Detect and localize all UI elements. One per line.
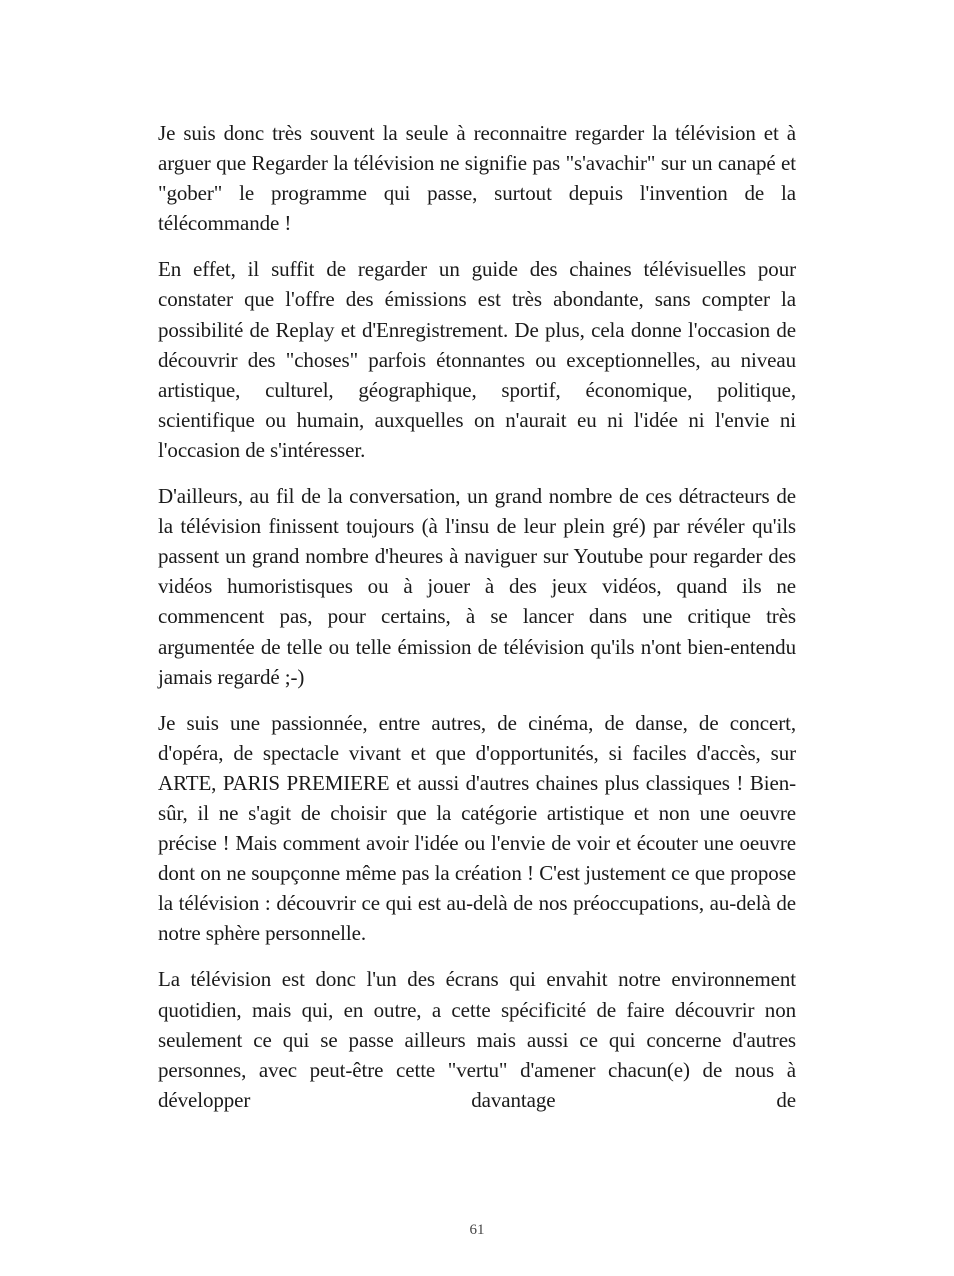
- paragraph-3: D'ailleurs, au fil de la conversation, un grand nombre de ces détracteurs de la télévision finissent toujours (à l'insu de leur plein gré) par révéler qu'ils passent un grand nombre d'heures à naviguer sur Youtube pour regarder des vidéos humoristisques ou à jouer à des jeux vidéos, quand ils ne commencent pas, pour certains, à se lancer dans une critique très argumentée de telle ou telle émission de télévision qu'ils n'ont bien-entendu jamais regardé ;-): [158, 484, 796, 689]
- paragraph-2: En effet, il suffit de regarder un guide des chaines télévisuelles pour constater que l'offre des émissions est très abondante, sans compter la possibilité de Replay et d'Enregistrement. De plus, cela donne l'occasion de découvrir des "choses" parfois étonnantes ou exceptionnelles, au niveau artistique, culturel, géographique, sportif, économique, politique, scientifique ou humain, auxquelles on n'aurait eu ni l'idée ni l'envie ni l'occasion de s'intéresser.: [158, 257, 796, 462]
- paragraph-5: La télévision est donc l'un des écrans qui envahit notre environnement quotidien, mais qui, en outre, a cette spécificité de faire découvrir non seulement ce qui se passe ailleurs mais aussi ce qui concerne d'autres personnes, avec peut-être cette "vertu" d'amener chacun(e) de nous à développer davantage de: [158, 967, 796, 1112]
- page-number: 61: [469, 1222, 485, 1238]
- paragraph-1: Je suis donc très souvent la seule à reconnaitre regarder la télévision et à arguer que Regarder la télévision ne signifie pas "s'avachir" sur un canapé et "gober" le programme qui passe, surtout depuis l'invention de la télécommande !: [158, 121, 796, 236]
- paragraph-4: Je suis une passionnée, entre autres, de cinéma, de danse, de concert, d'opéra, de spectacle vivant et que d'opportunités, si faciles d'accès, sur ARTE, PARIS PREMIERE et aussi d'autres chaines plus classiques ! Bien-sûr, il ne s'agit de choisir que la catégorie artistique et non une oeuvre précise ! Mais comment avoir l'idée ou l'envie de voir et écouter une oeuvre dont on ne soupçonne même pas la création ! C'est justement ce que propose la télévision : découvrir ce qui est au-delà de nos préoccupations, au-delà de notre sphère personnelle.: [158, 710, 796, 946]
- page-body: [158, 118, 796, 1131]
